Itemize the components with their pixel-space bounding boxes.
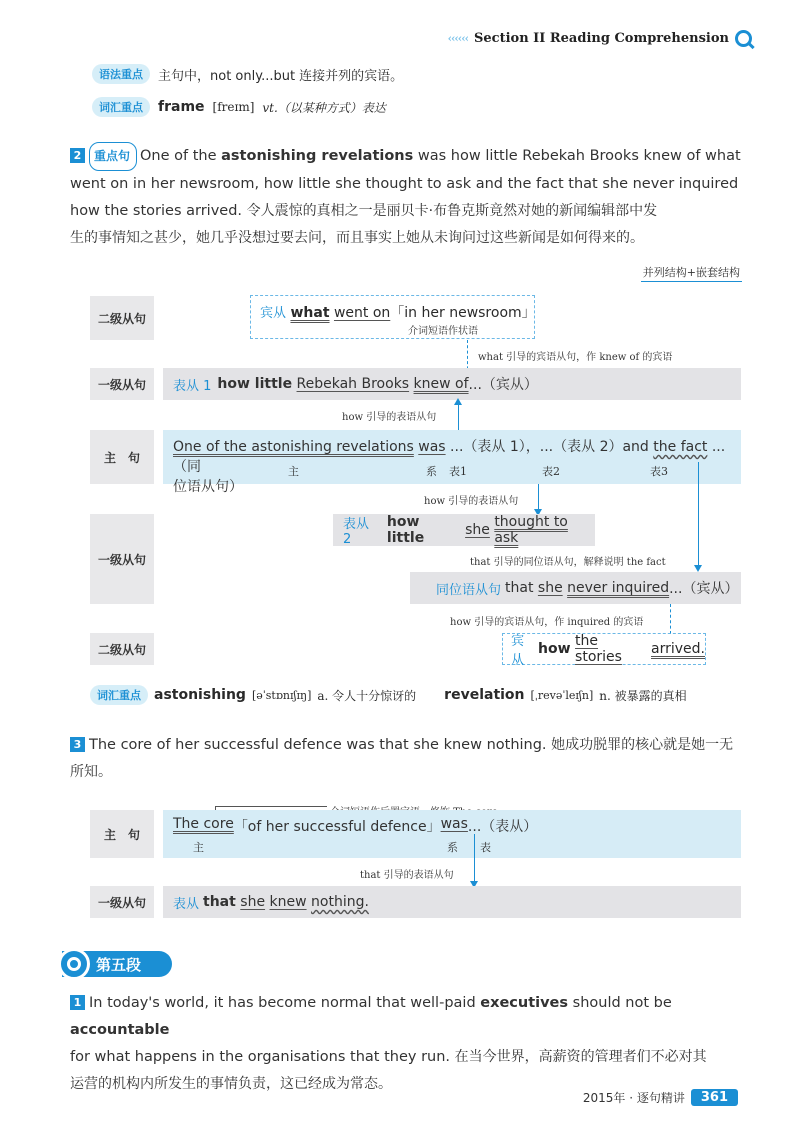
vocab-word: revelation bbox=[444, 687, 525, 703]
mark-predicative: 表2 bbox=[542, 465, 560, 478]
sentence-number: 2 bbox=[70, 148, 85, 163]
sentence-number: 1 bbox=[70, 995, 85, 1010]
sentence-number: 3 bbox=[70, 737, 85, 752]
search-icon bbox=[735, 30, 752, 47]
s51-line1 bbox=[70, 990, 750, 1044]
clause-bar-3 bbox=[410, 572, 741, 604]
main-subject: One of the astonishing revelations bbox=[173, 439, 414, 455]
connector-line bbox=[215, 806, 327, 807]
level-label: 二级从句 bbox=[90, 296, 154, 340]
s2-text: was how little Rebekah Brooks knew of what bbox=[413, 148, 741, 164]
clause-tag: 宾从 bbox=[511, 634, 525, 668]
vocab-definition: vt.（以某种方式）表达 bbox=[262, 100, 386, 115]
main-text: the fact bbox=[653, 439, 708, 455]
clause-word: thought to ask bbox=[494, 514, 568, 546]
grammar-tag: 语法重点 bbox=[92, 64, 150, 84]
main-text: ...（同 bbox=[173, 439, 726, 475]
s3-translation: 她成功脱罪的核心就是她一无 bbox=[551, 737, 734, 753]
annotation: what 引导的宾语从句，作 knew of 的宾语 bbox=[478, 352, 673, 363]
vocab-note-2 bbox=[90, 685, 687, 705]
arrow bbox=[538, 484, 539, 514]
vocab-note-frame bbox=[92, 97, 386, 117]
sentence-5-1 bbox=[70, 990, 750, 1098]
clause-word: that bbox=[505, 580, 534, 596]
arrows-icon: ‹‹‹‹‹‹ bbox=[447, 32, 468, 45]
clause-tag: 表从 bbox=[173, 896, 200, 912]
clause-tag: 表从 1 bbox=[173, 378, 212, 394]
s2-line2: went on in her newsroom, how little she thought to ask and the fact that she never inquired bbox=[70, 176, 739, 192]
clause-word: Rebekah Brooks bbox=[296, 376, 410, 392]
s51-text: should not be bbox=[568, 995, 672, 1011]
level-label: 一级从句 bbox=[90, 514, 154, 604]
search-icon bbox=[58, 948, 90, 980]
main-subject: The core bbox=[173, 816, 234, 832]
s51-translation: 在当今世界，高薪资的管理者们不必对其 bbox=[454, 1049, 707, 1065]
s51-bold: accountable bbox=[70, 1022, 170, 1038]
clause-word: knew of bbox=[413, 376, 469, 392]
mark-subject: 主 bbox=[193, 841, 204, 854]
s3-text: The core of her successful defence was that she knew nothing. bbox=[89, 737, 547, 753]
clause-tag: 宾从 bbox=[260, 306, 287, 321]
s2-text: One of the bbox=[140, 148, 222, 164]
s2-line4: 生的事情知之甚少，她几乎没想过要去问，而且事实上她从未询问过这些新闻是如何得来的。 bbox=[70, 230, 644, 246]
annotation: how 引导的宾语从句，作 inquired 的宾语 bbox=[450, 617, 644, 628]
vocab-word: frame bbox=[158, 99, 205, 115]
key-sentence-flag: 重点句 bbox=[89, 142, 137, 171]
footer-text: 2015年 · 逐句精讲 bbox=[582, 1091, 685, 1105]
clause-word: she bbox=[465, 522, 490, 538]
structure-note: 并列结构+嵌套结构 bbox=[641, 264, 742, 282]
main-line2: 位语从句） bbox=[173, 479, 243, 495]
clause-bar-2 bbox=[333, 514, 595, 546]
annotation: 介词短语作状语 bbox=[408, 326, 478, 337]
clause-word: went on bbox=[333, 305, 391, 321]
clause-word: she bbox=[240, 894, 266, 910]
clause-word: never inquired bbox=[567, 580, 670, 596]
annotation: how 引导的表语从句 bbox=[342, 412, 437, 423]
clause-box-bottom bbox=[502, 633, 706, 668]
mark-subject: 主 bbox=[288, 465, 299, 478]
sentence-2 bbox=[70, 142, 750, 252]
level-label: 一级从句 bbox=[90, 368, 154, 400]
annotation: that 引导的表语从句 bbox=[360, 870, 454, 881]
annotation: how 引导的表语从句 bbox=[424, 496, 519, 507]
s3-line2: 所知。 bbox=[70, 764, 112, 780]
grammar-note bbox=[92, 64, 403, 84]
header-title: Section II Reading Comprehension bbox=[474, 31, 729, 46]
clause-word: she bbox=[537, 580, 563, 596]
clause-word: 「in her newsroom」 bbox=[390, 305, 536, 321]
arrow bbox=[474, 834, 475, 886]
sentence-3 bbox=[70, 732, 750, 786]
mark-predicative: 表1 bbox=[449, 465, 467, 478]
s2-text: how the stories arrived. bbox=[70, 203, 243, 219]
vocab-definition: n. 被暴露的真相 bbox=[599, 688, 687, 703]
s51-line3: 运营的机构内所发生的事情负责，这已经成为常态。 bbox=[70, 1076, 392, 1092]
s2-bold: astonishing revelations bbox=[221, 148, 414, 164]
main-verb: was bbox=[418, 439, 446, 455]
clause-word: ...（宾从） bbox=[669, 581, 739, 597]
level-label: 主 句 bbox=[90, 430, 154, 484]
main-text: ...（表从） bbox=[467, 819, 538, 835]
clause-box-top-text bbox=[260, 302, 536, 322]
grammar-text: 主句中，not only...but 连接并列的宾语。 bbox=[158, 68, 404, 84]
arrow bbox=[698, 462, 699, 570]
mark-predicative: 表 bbox=[480, 841, 491, 854]
arrow bbox=[458, 400, 459, 430]
vocab-phonetic: [əˈstɒnɪʃɪŋ] bbox=[251, 688, 312, 702]
page-number: 361 bbox=[691, 1089, 738, 1106]
section-heading bbox=[62, 951, 172, 977]
level-label: 主 句 bbox=[90, 810, 154, 858]
s2-line3 bbox=[70, 198, 750, 225]
clause-word: what bbox=[290, 305, 330, 321]
clause-word: how bbox=[538, 641, 571, 657]
level-label: 二级从句 bbox=[90, 633, 154, 665]
clause-bar-4 bbox=[163, 886, 741, 918]
s51-text: for what happens in the organisations that they run. bbox=[70, 1049, 451, 1065]
mark-linking-verb: 系 bbox=[447, 841, 458, 854]
mark-linking-verb: 系 bbox=[426, 465, 437, 478]
vocab-tag: 词汇重点 bbox=[90, 685, 148, 705]
vocab-phonetic: [freɪm] bbox=[212, 100, 255, 114]
s51-line2 bbox=[70, 1044, 750, 1071]
s51-text: In today's world, it has become normal that well-paid bbox=[89, 995, 481, 1011]
main-verb: was bbox=[440, 816, 468, 832]
annotation: that 引导的同位语从句，解释说明 the fact bbox=[470, 557, 666, 568]
s2-translation: 令人震惊的真相之一是丽贝卡·布鲁克斯竟然对她的新闻编辑部中发 bbox=[246, 203, 658, 219]
clause-tag: 同位语从句 bbox=[436, 582, 502, 598]
vocab-phonetic: [ˌrevəˈleɪʃn] bbox=[530, 688, 594, 702]
vocab-tag: 词汇重点 bbox=[92, 97, 150, 117]
clause-word: knew bbox=[269, 894, 307, 910]
connector-line bbox=[670, 604, 671, 634]
running-header bbox=[448, 30, 752, 47]
s3-line1 bbox=[70, 732, 750, 759]
page-footer bbox=[583, 1089, 738, 1106]
main-text: 「of her successful defence」 bbox=[233, 819, 441, 835]
clause-word: ...（宾从） bbox=[468, 377, 538, 393]
level-label: 一级从句 bbox=[90, 886, 154, 918]
clause-word: that bbox=[203, 894, 236, 910]
vocab-definition: a. 令人十分惊讶的 bbox=[317, 688, 417, 703]
s2-line1 bbox=[70, 142, 750, 171]
clause-word: nothing. bbox=[311, 894, 369, 910]
vocab-word: astonishing bbox=[154, 687, 246, 703]
main-text: ...（表从 1），...（表从 2）and bbox=[445, 439, 654, 455]
mark-predicative: 表3 bbox=[650, 465, 668, 478]
section-title: 第五段 bbox=[96, 955, 142, 974]
s51-bold: executives bbox=[480, 995, 569, 1011]
clause-tag: 表从 2 bbox=[343, 517, 370, 547]
clause-word: the stories bbox=[575, 633, 622, 665]
clause-bar-1 bbox=[163, 368, 741, 400]
clause-word: how little bbox=[217, 376, 293, 392]
clause-word: how little bbox=[386, 514, 425, 546]
clause-word: arrived. bbox=[651, 641, 705, 657]
